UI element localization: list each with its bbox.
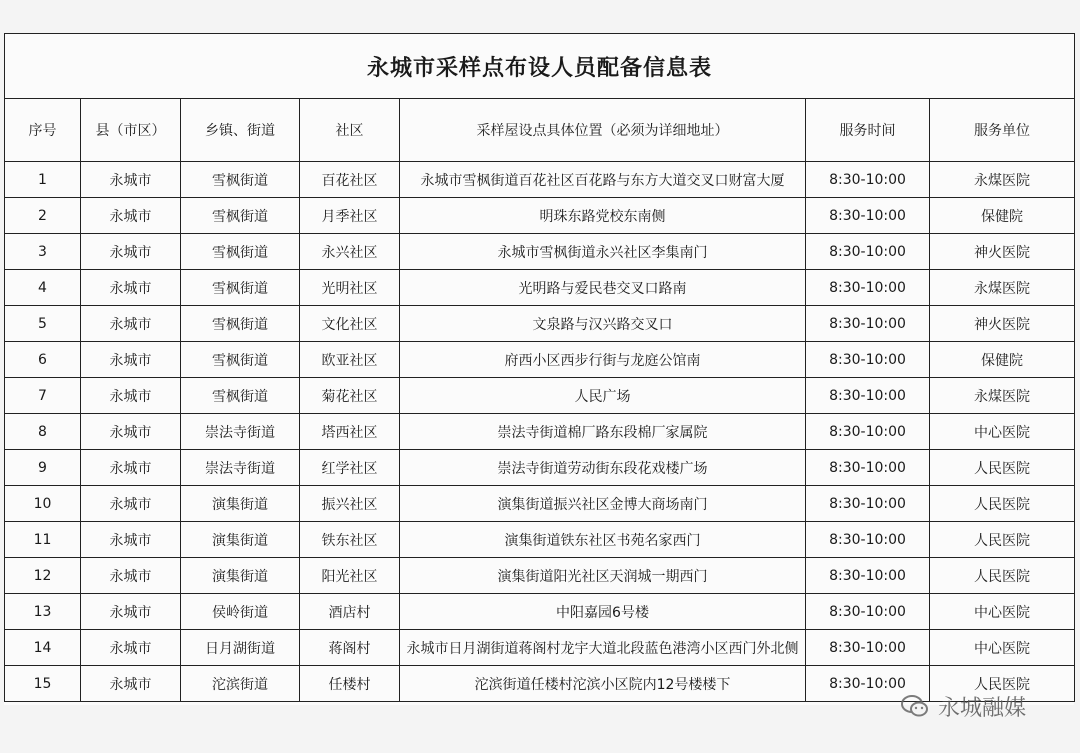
cell-service-unit: 神火医院 <box>930 234 1075 270</box>
cell-service-time: 8:30-10:00 <box>806 306 930 342</box>
table-row <box>5 486 1075 522</box>
cell-service-time: 8:30-10:00 <box>806 630 930 666</box>
cell-county: 永城市 <box>81 378 181 414</box>
cell-county: 永城市 <box>81 558 181 594</box>
info-table-sheet <box>4 33 1074 705</box>
header-service-time: 服务时间 <box>806 99 930 162</box>
cell-service-unit: 神火医院 <box>930 306 1075 342</box>
watermark-text: 永城融媒 <box>938 695 1027 721</box>
cell-index: 12 <box>5 558 81 594</box>
table-row <box>5 558 1075 594</box>
cell-county: 永城市 <box>81 666 181 702</box>
cell-service-unit: 永煤医院 <box>930 162 1075 198</box>
table-row <box>5 306 1075 342</box>
cell-community: 欧亚社区 <box>300 342 400 378</box>
header-index: 序号 <box>5 99 81 162</box>
cell-location: 演集街道振兴社区金博大商场南门 <box>400 486 806 522</box>
cell-county: 永城市 <box>81 450 181 486</box>
cell-county: 永城市 <box>81 306 181 342</box>
cell-service-time: 8:30-10:00 <box>806 558 930 594</box>
cell-index: 13 <box>5 594 81 630</box>
cell-index: 14 <box>5 630 81 666</box>
cell-county: 永城市 <box>81 522 181 558</box>
cell-index: 2 <box>5 198 81 234</box>
cell-town: 演集街道 <box>181 558 300 594</box>
table-row <box>5 378 1075 414</box>
cell-town: 演集街道 <box>181 522 300 558</box>
cell-index: 3 <box>5 234 81 270</box>
cell-county: 永城市 <box>81 270 181 306</box>
cell-service-unit: 永煤医院 <box>930 378 1075 414</box>
table-row <box>5 162 1075 198</box>
cell-community: 蒋阁村 <box>300 630 400 666</box>
header-location: 采样屋设点具体位置（必须为详细地址） <box>400 99 806 162</box>
cell-town: 演集街道 <box>181 486 300 522</box>
cell-county: 永城市 <box>81 414 181 450</box>
cell-location: 府西小区西步行街与龙庭公馆南 <box>400 342 806 378</box>
cell-town: 侯岭街道 <box>181 594 300 630</box>
cell-town: 雪枫街道 <box>181 270 300 306</box>
cell-index: 1 <box>5 162 81 198</box>
cell-service-time: 8:30-10:00 <box>806 486 930 522</box>
cell-community: 红学社区 <box>300 450 400 486</box>
cell-service-time: 8:30-10:00 <box>806 378 930 414</box>
cell-index: 15 <box>5 666 81 702</box>
cell-county: 永城市 <box>81 234 181 270</box>
cell-town: 雪枫街道 <box>181 198 300 234</box>
cell-community: 永兴社区 <box>300 234 400 270</box>
cell-community: 月季社区 <box>300 198 400 234</box>
table-row <box>5 450 1075 486</box>
cell-index: 6 <box>5 342 81 378</box>
cell-location: 中阳嘉园6号楼 <box>400 594 806 630</box>
cell-county: 永城市 <box>81 198 181 234</box>
cell-community: 塔西社区 <box>300 414 400 450</box>
cell-community: 铁东社区 <box>300 522 400 558</box>
cell-county: 永城市 <box>81 594 181 630</box>
cell-location: 演集街道铁东社区书苑名家西门 <box>400 522 806 558</box>
cell-location: 永城市雪枫街道永兴社区李集南门 <box>400 234 806 270</box>
table-row <box>5 234 1075 270</box>
table-row <box>5 342 1075 378</box>
cell-county: 永城市 <box>81 486 181 522</box>
table-row <box>5 522 1075 558</box>
cell-county: 永城市 <box>81 630 181 666</box>
cell-service-time: 8:30-10:00 <box>806 162 930 198</box>
table-row <box>5 414 1075 450</box>
cell-index: 11 <box>5 522 81 558</box>
cell-service-time: 8:30-10:00 <box>806 450 930 486</box>
cell-town: 崇法寺街道 <box>181 414 300 450</box>
header-community: 社区 <box>300 99 400 162</box>
cell-town: 雪枫街道 <box>181 162 300 198</box>
cell-service-time: 8:30-10:00 <box>806 198 930 234</box>
cell-county: 永城市 <box>81 162 181 198</box>
cell-service-unit: 人民医院 <box>930 558 1075 594</box>
table-row <box>5 270 1075 306</box>
cell-town: 雪枫街道 <box>181 306 300 342</box>
table-title: 永城市采样点布设人员配备信息表 <box>5 34 1075 99</box>
cell-town: 崇法寺街道 <box>181 450 300 486</box>
header-town: 乡镇、街道 <box>181 99 300 162</box>
table-row <box>5 198 1075 234</box>
cell-community: 酒店村 <box>300 594 400 630</box>
cell-service-time: 8:30-10:00 <box>806 342 930 378</box>
cell-service-time: 8:30-10:00 <box>806 666 930 702</box>
cell-community: 百花社区 <box>300 162 400 198</box>
cell-service-unit: 永煤医院 <box>930 270 1075 306</box>
cell-index: 10 <box>5 486 81 522</box>
cell-location: 文泉路与汉兴路交叉口 <box>400 306 806 342</box>
cell-community: 菊花社区 <box>300 378 400 414</box>
cell-town: 雪枫街道 <box>181 342 300 378</box>
cell-location: 沱滨街道任楼村沱滨小区院内12号楼楼下 <box>400 666 806 702</box>
cell-town: 沱滨街道 <box>181 666 300 702</box>
watermark <box>900 690 1026 722</box>
cell-town: 日月湖街道 <box>181 630 300 666</box>
cell-town: 雪枫街道 <box>181 234 300 270</box>
cell-county: 永城市 <box>81 342 181 378</box>
cell-service-unit: 人民医院 <box>930 522 1075 558</box>
cell-service-unit: 中心医院 <box>930 594 1075 630</box>
cell-service-unit: 保健院 <box>930 198 1075 234</box>
cell-town: 雪枫街道 <box>181 378 300 414</box>
table-row <box>5 594 1075 630</box>
cell-service-unit: 中心医院 <box>930 630 1075 666</box>
cell-index: 7 <box>5 378 81 414</box>
sampling-point-table <box>4 33 1075 702</box>
cell-location: 人民广场 <box>400 378 806 414</box>
header-service-unit: 服务单位 <box>930 99 1075 162</box>
cell-location: 崇法寺街道棉厂路东段棉厂家属院 <box>400 414 806 450</box>
cell-service-unit: 中心医院 <box>930 414 1075 450</box>
cell-index: 4 <box>5 270 81 306</box>
cell-service-unit: 人民医院 <box>930 450 1075 486</box>
cell-location: 光明路与爱民巷交叉口路南 <box>400 270 806 306</box>
cell-service-unit: 人民医院 <box>930 666 1075 702</box>
cell-service-time: 8:30-10:00 <box>806 270 930 306</box>
cell-community: 光明社区 <box>300 270 400 306</box>
cell-index: 9 <box>5 450 81 486</box>
cell-location: 崇法寺街道劳动街东段花戏楼广场 <box>400 450 806 486</box>
cell-service-unit: 保健院 <box>930 342 1075 378</box>
cell-location: 演集街道阳光社区天润城一期西门 <box>400 558 806 594</box>
cell-index: 5 <box>5 306 81 342</box>
cell-community: 振兴社区 <box>300 486 400 522</box>
cell-community: 文化社区 <box>300 306 400 342</box>
cell-service-time: 8:30-10:00 <box>806 234 930 270</box>
header-row <box>5 99 1075 162</box>
cell-location: 明珠东路党校东南侧 <box>400 198 806 234</box>
cell-community: 阳光社区 <box>300 558 400 594</box>
header-county: 县（市区） <box>81 99 181 162</box>
cell-service-unit: 人民医院 <box>930 486 1075 522</box>
cell-index: 8 <box>5 414 81 450</box>
cell-service-time: 8:30-10:00 <box>806 414 930 450</box>
cell-location: 永城市日月湖街道蒋阁村龙宇大道北段蓝色港湾小区西门外北侧 <box>400 630 806 666</box>
cell-community: 任楼村 <box>300 666 400 702</box>
cell-location: 永城市雪枫街道百花社区百花路与东方大道交叉口财富大厦 <box>400 162 806 198</box>
cell-service-time: 8:30-10:00 <box>806 522 930 558</box>
table-row <box>5 630 1075 666</box>
wechat-bubble-icon <box>900 691 930 721</box>
cell-service-time: 8:30-10:00 <box>806 594 930 630</box>
